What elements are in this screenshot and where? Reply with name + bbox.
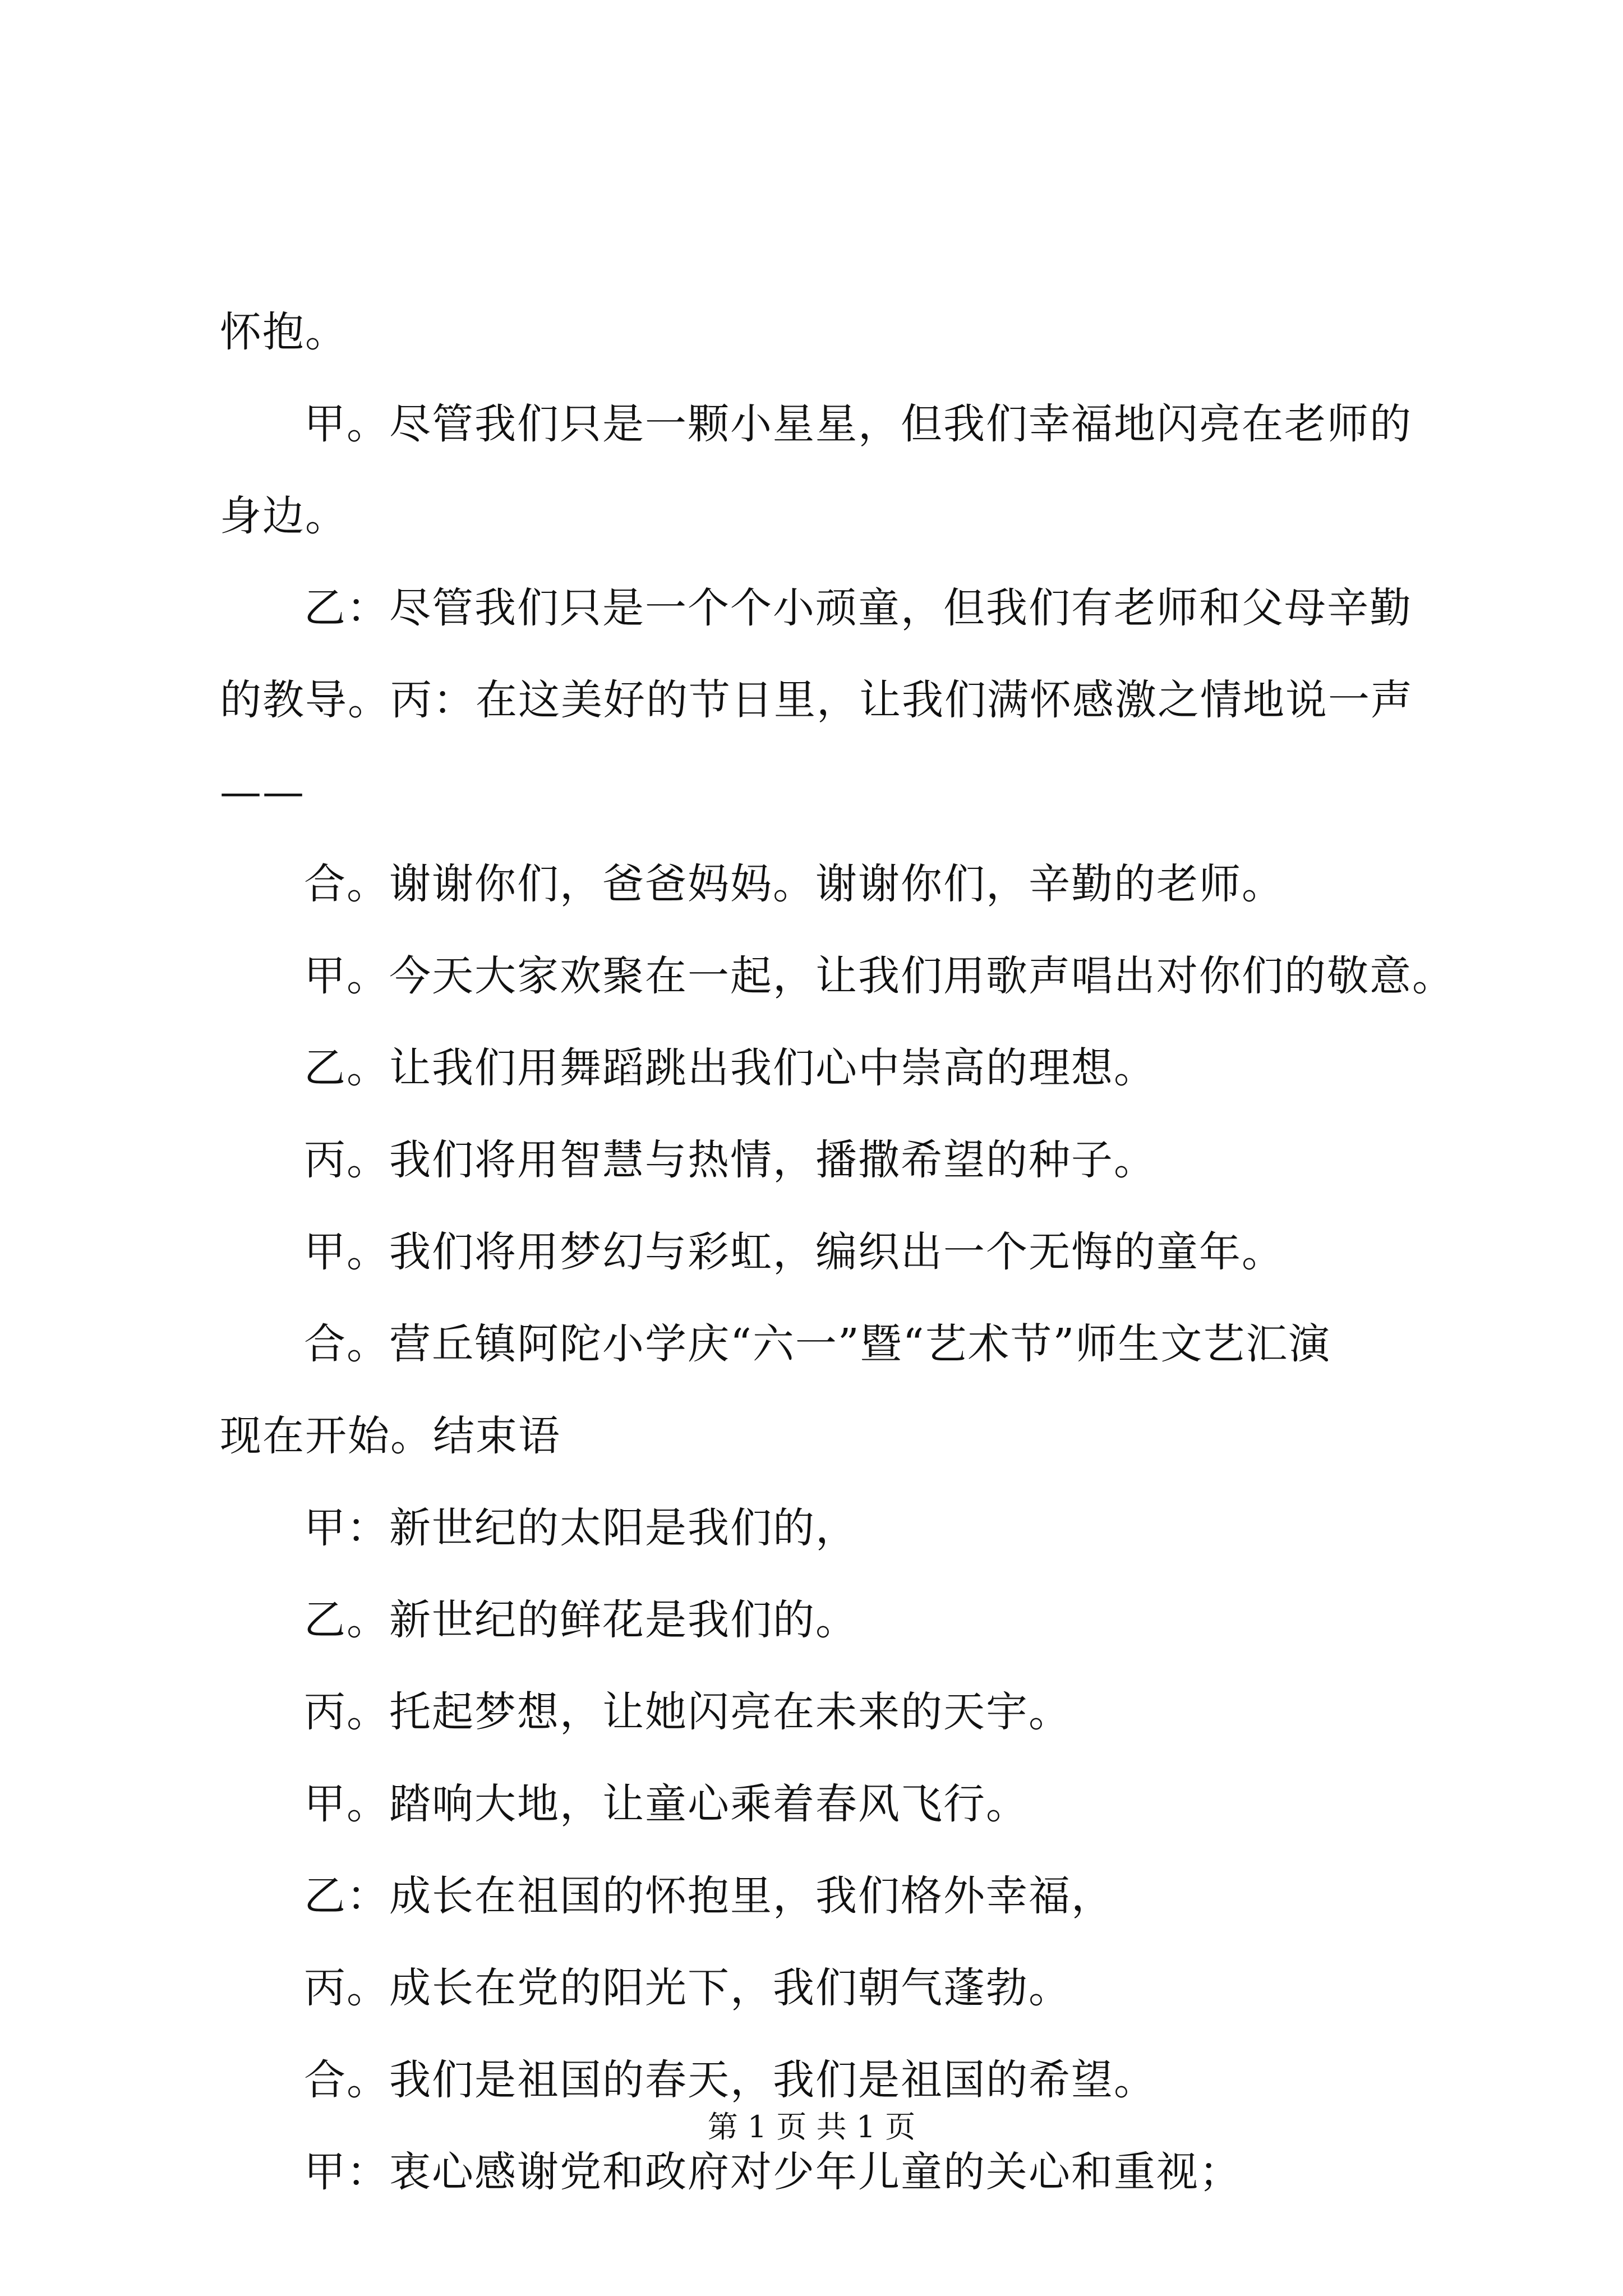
text-line-20: 合。我们是祖国的春天，我们是祖国的希望。 [304,2056,1156,2104]
text-line-15: 乙。新世纪的鲜花是我们的。 [304,1596,858,1644]
document-body [220,286,1455,2218]
text-line-18: 乙：成长在祖国的怀抱里，我们格外幸福， [304,1872,1114,1920]
text-line-7: 合。谢谢你们，爸爸妈妈。谢谢你们，辛勤的老师。 [304,860,1284,908]
text-line-17: 甲。踏响大地，让童心乘着春风飞行。 [304,1780,1029,1828]
text-line-3: 身边。 [220,492,348,540]
text-line-6: —— [220,768,305,816]
text-line-8: 甲。今天大家欢聚在一起，让我们用歌声唱出对你们的敬意。 [304,952,1455,1000]
text-line-2: 甲。尽管我们只是一颗小星星，但我们幸福地闪亮在老师的 [304,400,1412,448]
page-footer: 第 1 页 共 1 页 [707,2109,916,2145]
text-line-13: 现在开始。结束语 [220,1412,561,1460]
text-line-4: 乙：尽管我们只是一个个小顽童，但我们有老师和父母辛勤 [304,584,1412,632]
text-line-11: 甲。我们将用梦幻与彩虹，编织出一个无悔的童年。 [304,1228,1284,1276]
text-line-10: 丙。我们将用智慧与热情，播撒希望的种子。 [304,1136,1156,1184]
text-line-21: 甲：衷心感谢党和政府对少年儿童的关心和重视； [304,2148,1242,2196]
text-line-16: 丙。托起梦想，让她闪亮在未来的天宇。 [304,1688,1071,1736]
text-line-5: 的教导。丙：在这美好的节日里，让我们满怀感激之情地说一声 [220,676,1413,724]
text-line-1: 怀抱。 [220,308,348,356]
text-line-14: 甲：新世纪的太阳是我们的， [304,1504,858,1552]
text-line-12: 合。营丘镇阿陀小学庆“六一”暨“艺术节”师生文艺汇演 [304,1320,1331,1368]
text-line-19: 丙。成长在党的阳光下，我们朝气蓬勃。 [304,1964,1071,2012]
text-line-9: 乙。让我们用舞蹈跳出我们心中崇高的理想。 [304,1044,1156,1092]
